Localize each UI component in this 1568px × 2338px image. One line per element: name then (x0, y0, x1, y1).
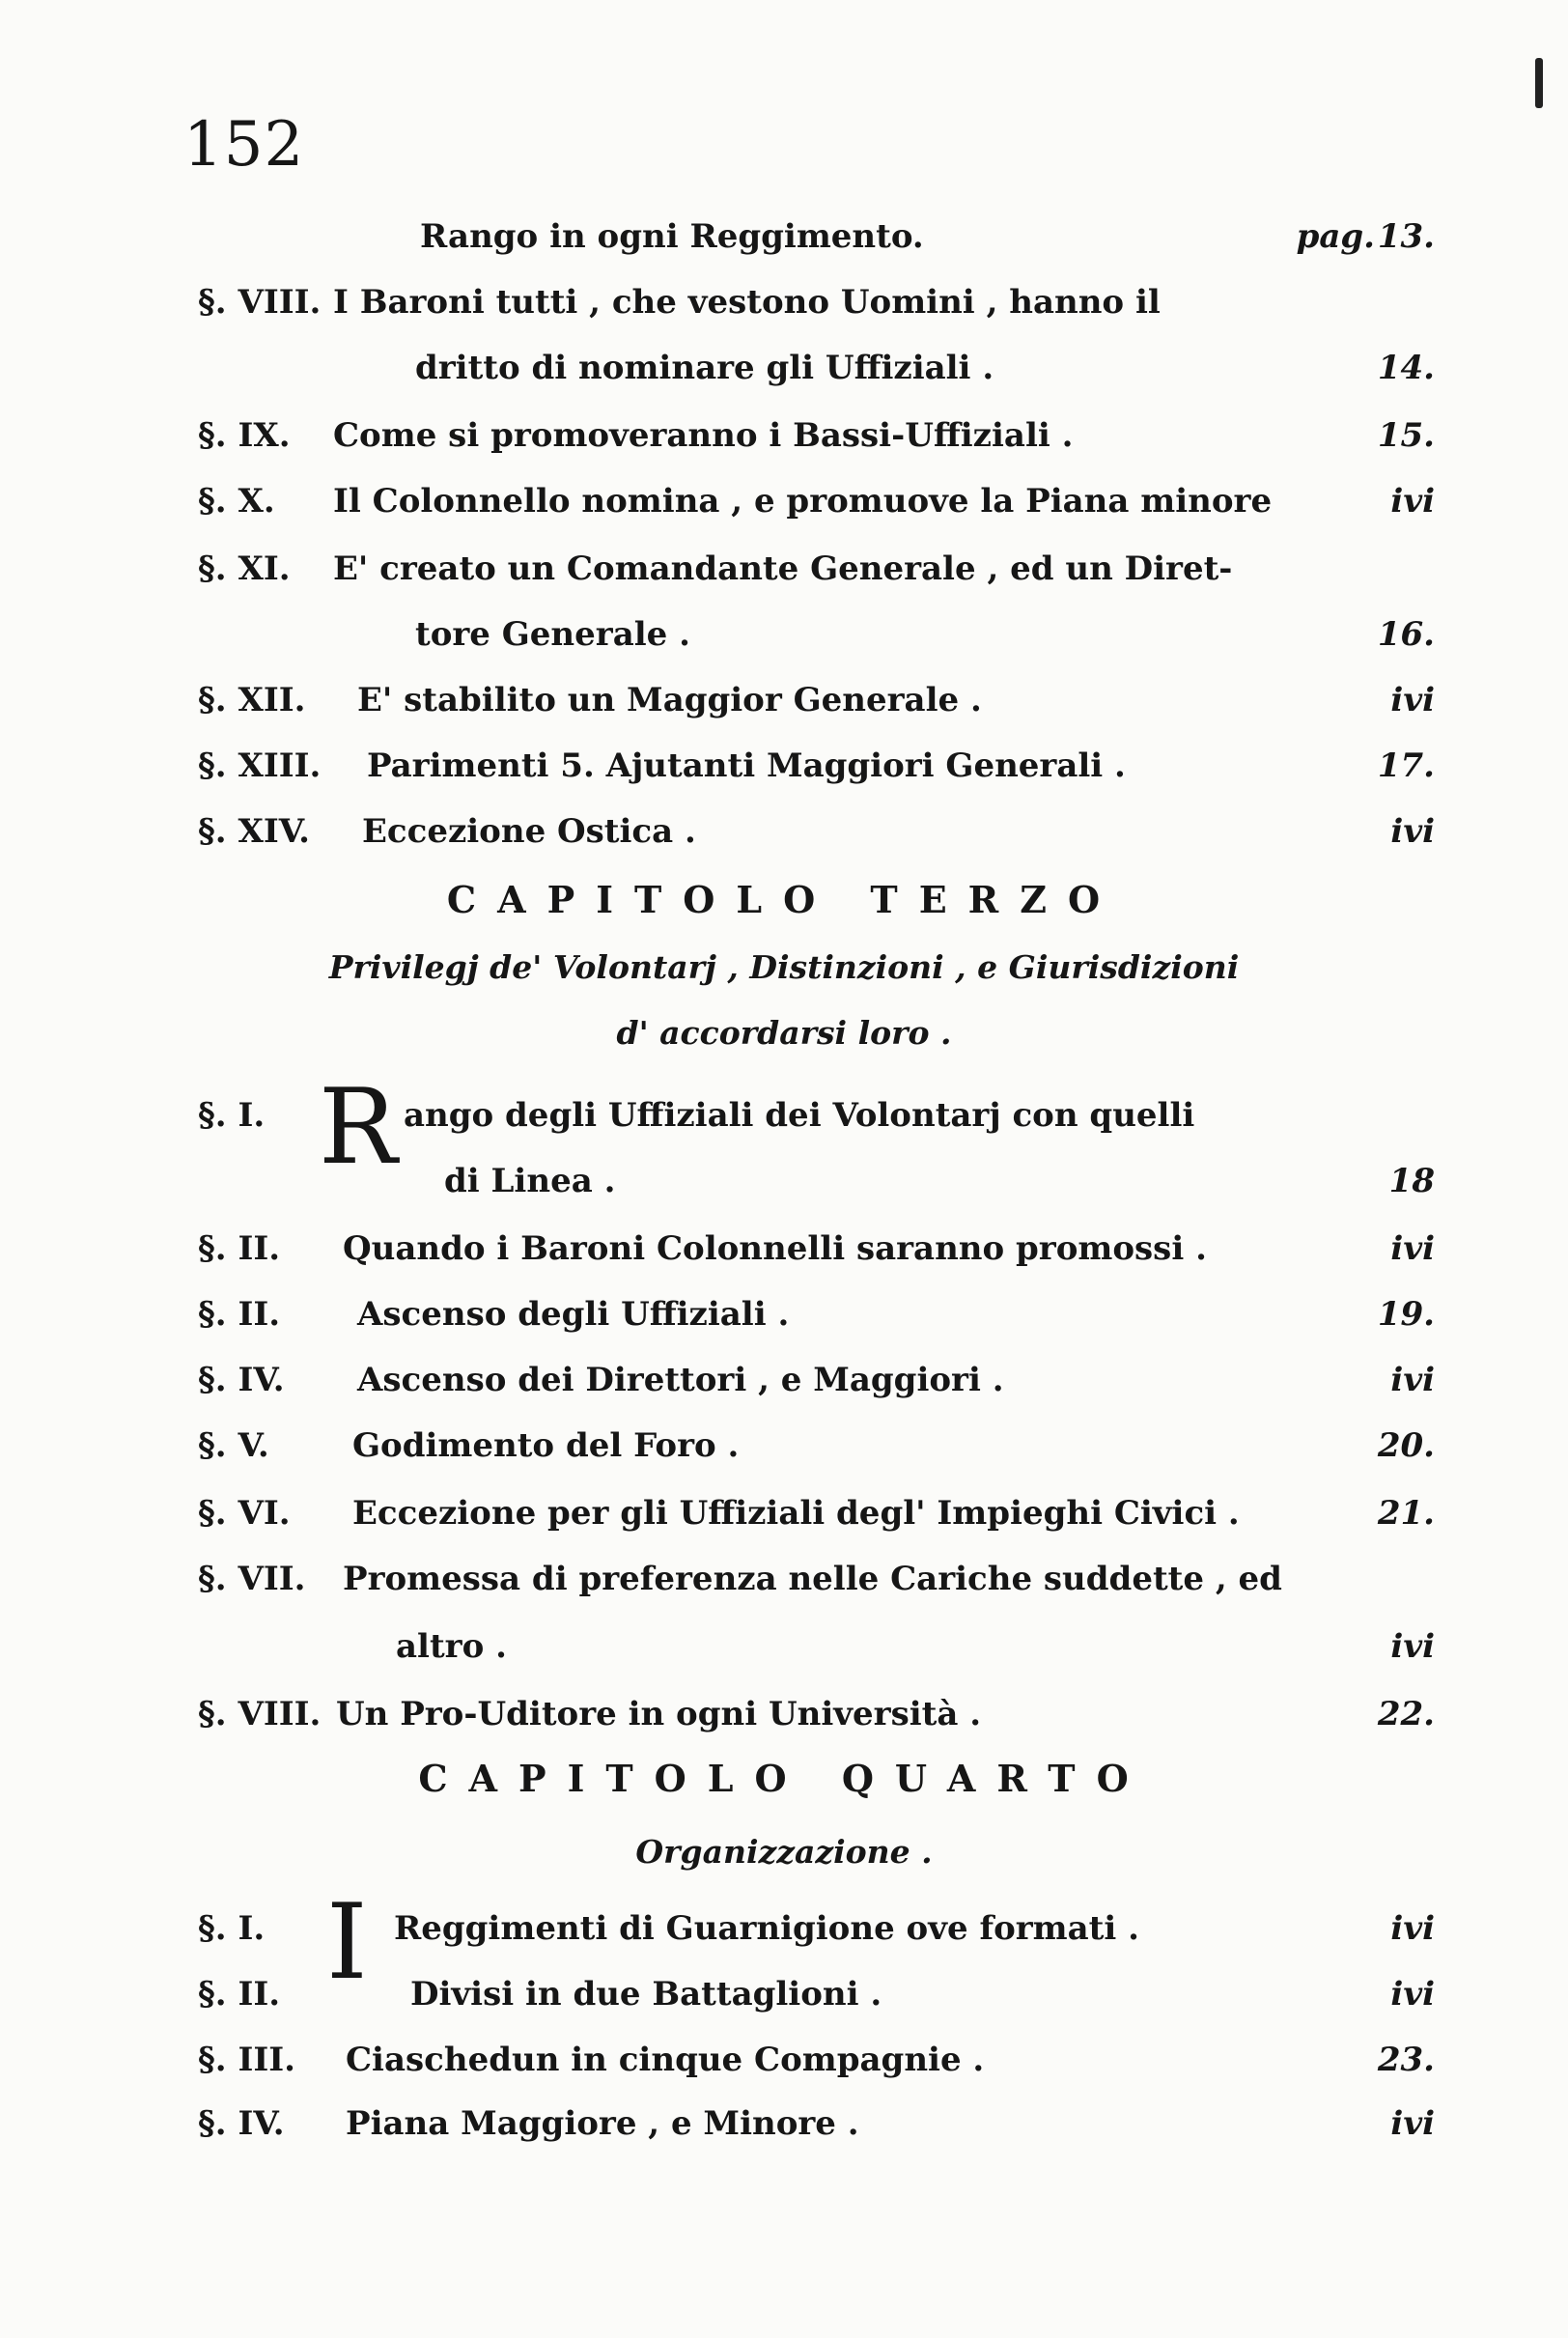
entry-text: ango degli Uffiziali dei Volontarj con quelli (404, 1096, 1195, 1135)
entry-page: 22. (1377, 1695, 1435, 1733)
entry-page: 18 (1388, 1162, 1435, 1200)
entry-page: ivi (1390, 1229, 1435, 1268)
entry-page: ivi (1390, 1361, 1435, 1399)
section-number: §. VIII. (198, 1695, 322, 1733)
section-number: §. II. (198, 1975, 281, 2014)
entry-page: ivi (1390, 1975, 1435, 2014)
entry-text: Rango in ogni Reggimento. (420, 217, 924, 256)
entry-page: 17. (1377, 746, 1435, 785)
entry-text: Divisi in due Battaglioni . (410, 1975, 882, 2014)
drop-cap: I (326, 1882, 368, 2003)
chapter-subtitle: Organizzazione . (635, 1833, 933, 1871)
entry-text: Il Colonnello nomina , e promuove la Piana minore (333, 482, 1273, 521)
entry-page: 16. (1377, 615, 1435, 654)
entry-page: ivi (1390, 1909, 1435, 1948)
toc-entry (0, 732, 1568, 800)
section-number: §. V. (198, 1426, 269, 1465)
chapter-subtitle: Privilegj de' Volontarj , Distinzioni , e Giurisdizioni (328, 948, 1240, 986)
entry-text: I Baroni tutti , che vestono Uomini , hanno il (333, 283, 1161, 322)
toc-entry-continued (0, 1147, 1568, 1215)
toc-entry (0, 2090, 1568, 2157)
entry-text: Reggimenti di Guarnigione ove formati . (394, 1909, 1139, 1948)
section-number: §. II. (198, 1229, 281, 1268)
entry-text: E' stabilito un Maggior Generale . (357, 681, 982, 719)
toc-entry-continued (0, 1613, 1568, 1680)
toc-entry (0, 1960, 1568, 2028)
chapter-heading: CAPITOLO QUARTO (418, 1757, 1150, 1800)
entry-text: E' creato un Comandante Generale , ed un Diret- (333, 549, 1233, 588)
entry-page: ivi (1390, 2104, 1435, 2143)
toc-entry (0, 1215, 1568, 1282)
chapter-heading: CAPITOLO TERZO (446, 878, 1122, 921)
section-number: §. X. (198, 482, 275, 521)
toc-entry-continuation (0, 203, 1568, 270)
entry-text: di Linea . (444, 1162, 616, 1200)
entry-page: 15. (1377, 416, 1435, 455)
page-label: pag. (1296, 217, 1375, 256)
section-number: §. XII. (198, 681, 306, 719)
section-number: §. II. (198, 1295, 281, 1334)
section-number: §. VII. (198, 1560, 306, 1598)
entry-text: Promessa di preferenza nelle Cariche suddette , ed (343, 1560, 1282, 1598)
section-number: §. XI. (198, 549, 291, 588)
entry-text: Ascenso dei Direttori , e Maggiori . (357, 1361, 1004, 1399)
entry-text: altro . (396, 1627, 507, 1666)
entry-page: 20. (1377, 1426, 1435, 1465)
toc-entry (0, 535, 1568, 603)
toc-entry (0, 798, 1568, 865)
entry-text: Ascenso degli Uffiziali . (357, 1295, 790, 1334)
section-number: §. IV. (198, 1361, 285, 1399)
entry-page: 14. (1377, 349, 1435, 387)
entry-text: Eccezione Ostica . (362, 812, 696, 851)
entry-page: ivi (1390, 681, 1435, 719)
toc-entry (0, 1479, 1568, 1547)
entry-page: ivi (1390, 482, 1435, 521)
entry-page: 21. (1377, 1494, 1435, 1533)
toc-entry (0, 1346, 1568, 1414)
page-number: 152 (183, 109, 305, 181)
entry-text: Come si promoveranno i Bassi-Uffiziali . (333, 416, 1074, 455)
entry-page: ivi (1390, 812, 1435, 851)
section-number: §. VI. (198, 1494, 291, 1533)
section-number: §. VIII. (198, 283, 322, 322)
section-number: §. I. (198, 1096, 266, 1135)
entry-text: Godimento del Foro . (352, 1426, 740, 1465)
toc-entry (0, 1412, 1568, 1479)
entry-page: 13. (1377, 217, 1435, 256)
entry-text: Quando i Baroni Colonnelli saranno promossi . (343, 1229, 1207, 1268)
toc-entry (0, 402, 1568, 469)
entry-page: 19. (1377, 1295, 1435, 1334)
section-number: §. XIII. (198, 746, 322, 785)
toc-entry-continued (0, 334, 1568, 402)
page-edge-mark (1535, 58, 1543, 108)
entry-text: Parimenti 5. Ajutanti Maggiori Generali . (367, 746, 1126, 785)
entry-page: ivi (1390, 1627, 1435, 1666)
entry-text: tore Generale . (415, 615, 690, 654)
entry-text: Eccezione per gli Uffiziali degl' Impieghi Civici . (352, 1494, 1240, 1533)
entry-text: Piana Maggiore , e Minore . (346, 2104, 859, 2143)
section-number: §. III. (198, 2041, 296, 2079)
section-number: §. XIV. (198, 812, 311, 851)
section-number: §. IV. (198, 2104, 285, 2143)
toc-entry (0, 2026, 1568, 2094)
toc-entry (0, 467, 1568, 535)
toc-entry (0, 268, 1568, 336)
toc-entry (0, 1680, 1568, 1748)
toc-entry (0, 1545, 1568, 1613)
toc-entry (0, 666, 1568, 734)
entry-page: 23. (1377, 2041, 1435, 2079)
section-number: §. IX. (198, 416, 291, 455)
chapter-subtitle: d' accordarsi loro . (616, 1014, 952, 1052)
drop-cap: R (319, 1067, 398, 1188)
section-number: §. I. (198, 1909, 266, 1948)
toc-entry-continued (0, 601, 1568, 668)
entry-text: Un Pro-Uditore in ogni Università . (336, 1695, 982, 1733)
entry-text: Ciaschedun in cinque Compagnie . (346, 2041, 985, 2079)
toc-entry (0, 1281, 1568, 1348)
entry-text: dritto di nominare gli Uffiziali . (415, 349, 994, 387)
